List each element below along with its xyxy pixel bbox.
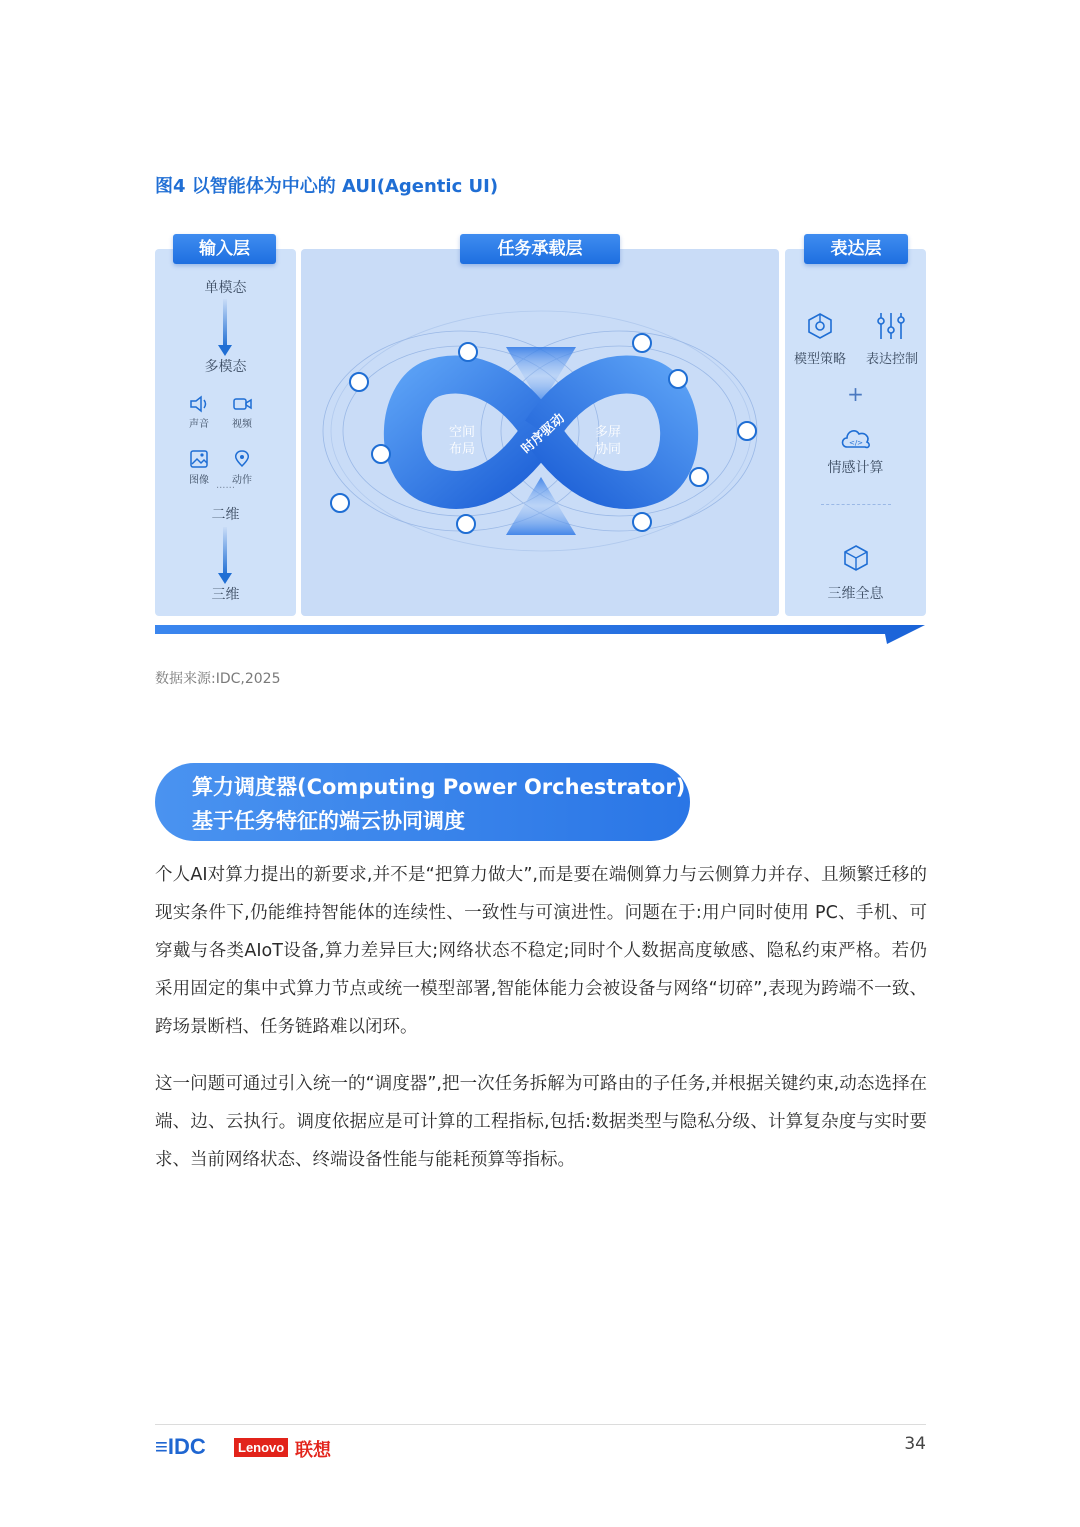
video-label: 视频: [232, 419, 252, 430]
output-layer-panel: [785, 249, 926, 616]
sound-label: 声音: [189, 419, 209, 430]
model-strategy-icon: [805, 311, 835, 341]
figure-title: 图4 以智能体为中心的 AUI(Agentic UI): [155, 176, 499, 197]
sliders-icon: [875, 311, 907, 341]
timing-driven-label: 时序驱动: [518, 411, 568, 457]
speaker-icon: [189, 395, 209, 413]
idc-logo: ≡IDC: [155, 1434, 206, 1459]
paragraph-2: 这一问题可通过引入统一的“调度器”,把一次任务拆解为可路由的子任务,并根据关键约束,动态选择在端、边、云执行。调度依据应是可计算的工程指标,包括:数据类型与隐私分级、计算复杂度与实时要求、当前网络状态、终端设备性能与能耗预算等指标。: [155, 1074, 927, 1170]
layout-label: 布局: [448, 442, 475, 457]
image-item: [179, 449, 219, 486]
divider: [821, 504, 891, 505]
space-layout-label: [439, 424, 485, 458]
arrow-down-icon: [215, 527, 235, 585]
footer-divider: [155, 1424, 926, 1425]
model-strategy-label: 模型策略: [793, 352, 846, 367]
tab-task-layer: 任务承载层: [460, 234, 620, 264]
multi-modal-label: 多模态: [204, 359, 247, 375]
3d-label: 三维: [211, 587, 240, 603]
svg-text:</>: </>: [848, 439, 864, 447]
task-layer-panel: [301, 249, 779, 616]
video-camera-icon: [232, 395, 252, 413]
data-source: 数据来源:IDC,2025: [155, 671, 281, 687]
input-layer-panel: [155, 249, 296, 616]
tab-output-layer: 表达层: [804, 234, 908, 264]
expression-control-label: 表达控制: [865, 352, 918, 367]
flow-arrow: [155, 624, 927, 646]
tab-input-layer: 输入层: [173, 234, 276, 264]
video-item: [222, 395, 262, 430]
action-label: 动作: [232, 475, 252, 486]
image-label: 图像: [189, 475, 209, 486]
hologram-label: 三维全息: [827, 586, 884, 602]
cube-icon: [841, 543, 871, 573]
more-dots: ······: [215, 483, 236, 494]
arrow-down-icon: [215, 299, 235, 357]
collab-label: 协同: [594, 442, 621, 457]
section-banner: [155, 763, 690, 841]
multi-screen-label-1: 多屏: [594, 425, 621, 440]
single-modal-label: 单模态: [204, 280, 247, 296]
section-title: 算力调度器(Computing Power Orchestrator): [192, 775, 686, 799]
plus-sign: +: [847, 382, 864, 406]
emotion-cloud-icon: [839, 423, 873, 453]
paragraph-1: 个人AI对算力提出的新要求,并不是“把算力做大”,而是要在端侧算力与云侧算力并存、且频繁迁移的现实条件下,仍能维持智能体的连续性、一致性与可演进性。问题在于:用户同时使用 PC、手机、可穿戴与各类AIoT设备,算力差异巨大;网络状态不稳定;同时个人数据高度敏感、隐私约束严格。若仍采用固定的集中式算力节点或统一模型部署,智能体能力会被设备与网络“切碎”,表现为跨端不一致、跨场景断档、任务链路难以闭环。: [155, 865, 927, 1037]
2d-label: 二维: [211, 507, 240, 523]
emotion-computing-label: 情感计算: [827, 460, 884, 476]
sound-item: [179, 395, 219, 430]
page-number: 34: [904, 1434, 926, 1454]
image-icon: [189, 449, 209, 469]
lenovo-logo: Lenovo: [234, 1438, 288, 1457]
action-item: [222, 449, 262, 486]
section-subtitle: 基于任务特征的端云协同调度: [192, 809, 465, 833]
location-pin-icon: [232, 449, 252, 469]
space-label: 空间: [448, 425, 475, 440]
multi-screen-label: [585, 424, 631, 458]
lianxiang-logo: 联想: [295, 1440, 331, 1461]
